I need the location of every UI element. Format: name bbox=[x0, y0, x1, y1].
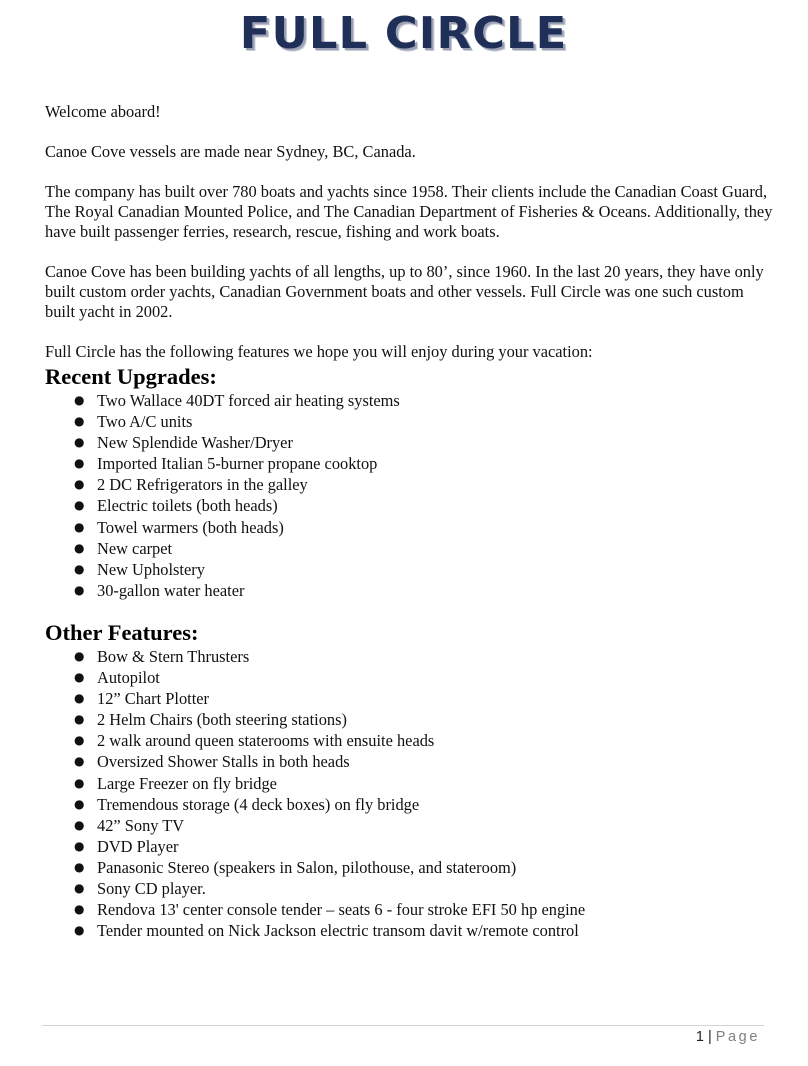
list-item bbox=[45, 646, 775, 667]
list-item bbox=[45, 411, 775, 432]
logo-text: FULL CIRCLE bbox=[240, 8, 568, 59]
bullet-icon: ● bbox=[74, 838, 85, 853]
list-item-text: 2 Helm Chairs (both steering stations) bbox=[97, 710, 347, 730]
recent-upgrades-heading: Recent Upgrades: bbox=[45, 364, 217, 389]
list-item-text: DVD Player bbox=[97, 836, 179, 856]
list-item bbox=[45, 815, 775, 836]
list-item-text: New Upholstery bbox=[97, 559, 205, 579]
list-item-text: New carpet bbox=[97, 538, 173, 558]
list-item-text: 12” Chart Plotter bbox=[97, 689, 209, 709]
bullet-icon: ● bbox=[74, 519, 85, 534]
list-item bbox=[45, 432, 775, 453]
list-item-text: Electric toilets (both heads) bbox=[97, 496, 278, 516]
bullet-icon: ● bbox=[74, 902, 85, 917]
bullet-icon: ● bbox=[74, 435, 85, 450]
list-item-text: Oversized Shower Stalls in both heads bbox=[97, 752, 350, 772]
list-item bbox=[45, 730, 775, 751]
list-item-text: Imported Italian 5-burner propane cooktop bbox=[97, 454, 378, 474]
bullet-icon: ● bbox=[74, 712, 85, 727]
page-number: 1 bbox=[695, 1029, 704, 1045]
document-body bbox=[45, 102, 775, 941]
list-item-text: Bow & Stern Thrusters bbox=[97, 646, 250, 666]
list-item-text: Towel warmers (both heads) bbox=[97, 517, 284, 537]
list-item-text: Tender mounted on Nick Jackson electric transom davit w/remote control bbox=[97, 921, 579, 941]
bullet-icon: ● bbox=[74, 456, 85, 471]
list-item bbox=[45, 474, 775, 495]
origin-paragraph: Canoe Cove vessels are made near Sydney, BC, Canada. bbox=[45, 142, 416, 161]
list-item-text: 30-gallon water heater bbox=[97, 580, 245, 600]
bullet-icon: ● bbox=[74, 477, 85, 492]
list-item-text: 42” Sony TV bbox=[97, 815, 185, 835]
other-features-heading: Other Features: bbox=[45, 619, 199, 645]
bullet-icon: ● bbox=[74, 880, 85, 895]
bullet-icon: ● bbox=[74, 733, 85, 748]
list-item-text: Large Freezer on fly bridge bbox=[97, 773, 277, 793]
bullet-icon: ● bbox=[74, 498, 85, 513]
bullet-icon: ● bbox=[74, 754, 85, 769]
list-item-text: Rendova 13' center console tender – seats 6 - four stroke EFI 50 hp engine bbox=[97, 900, 586, 920]
history-paragraph: Canoe Cove has been building yachts of all lengths, up to 80’, since 1960. In the last 20 years, they have only built custom order yachts, Canadian Government boats and other vessels. Full Circle was one such custom built yacht in 2002. bbox=[45, 262, 764, 321]
list-item bbox=[45, 709, 775, 730]
bullet-icon: ● bbox=[74, 923, 85, 938]
company-paragraph: The company has built over 780 boats and yachts since 1958. Their clients include the Canadian Coast Guard, The Royal Canadian Mounted Police, and The Canadian Department of Fisheries & Oceans. Additionally, they have built passenger ferries, research, rescue, fishing and work boats. bbox=[45, 182, 773, 241]
list-item bbox=[45, 538, 775, 559]
bullet-icon: ● bbox=[74, 393, 85, 407]
list-item-text: Tremendous storage (4 deck boxes) on fly bridge bbox=[97, 794, 420, 814]
other-features-list bbox=[45, 646, 775, 941]
list-item-text: 2 DC Refrigerators in the galley bbox=[97, 475, 308, 495]
list-item-text: Autopilot bbox=[97, 668, 160, 688]
list-item-text: New Splendide Washer/Dryer bbox=[97, 433, 293, 453]
bullet-icon: ● bbox=[74, 670, 85, 685]
bullet-icon: ● bbox=[74, 414, 85, 429]
list-item bbox=[45, 559, 775, 580]
recent-upgrades-list bbox=[45, 390, 775, 601]
list-item bbox=[45, 857, 775, 878]
list-item bbox=[45, 495, 775, 516]
page-footer bbox=[696, 1029, 760, 1045]
welcome-text: Welcome aboard! bbox=[45, 102, 161, 121]
list-item bbox=[45, 751, 775, 772]
list-item bbox=[45, 773, 775, 794]
list-item bbox=[45, 688, 775, 709]
bullet-icon: ● bbox=[74, 775, 85, 790]
list-item bbox=[45, 920, 775, 941]
footer-divider bbox=[42, 1025, 764, 1026]
list-item-text: Two Wallace 40DT forced air heating systems bbox=[97, 391, 400, 410]
bullet-icon: ● bbox=[74, 540, 85, 555]
bullet-icon: ● bbox=[74, 648, 85, 663]
list-item bbox=[45, 899, 775, 920]
list-item-text: Sony CD player. bbox=[97, 878, 206, 898]
bullet-icon: ● bbox=[74, 582, 85, 597]
logo bbox=[0, 6, 808, 62]
list-item bbox=[45, 390, 775, 411]
bullet-icon: ● bbox=[74, 817, 85, 832]
bullet-icon: ● bbox=[74, 796, 85, 811]
bullet-icon: ● bbox=[74, 561, 85, 576]
bullet-icon: ● bbox=[74, 859, 85, 874]
list-item bbox=[45, 517, 775, 538]
list-item bbox=[45, 836, 775, 857]
list-item bbox=[45, 794, 775, 815]
page-label: Page bbox=[715, 1029, 760, 1045]
list-item bbox=[45, 580, 775, 601]
list-item-text: 2 walk around queen staterooms with ensuite heads bbox=[97, 731, 435, 751]
list-item-text: Two A/C units bbox=[97, 412, 193, 432]
bullet-icon: ● bbox=[74, 691, 85, 706]
list-item bbox=[45, 667, 775, 688]
footer-separator: | bbox=[707, 1029, 712, 1045]
list-item-text: Panasonic Stereo (speakers in Salon, pilothouse, and stateroom) bbox=[97, 857, 517, 877]
list-item bbox=[45, 878, 775, 899]
features-lead-paragraph: Full Circle has the following features we hope you will enjoy during your vacation: bbox=[45, 342, 593, 361]
list-item bbox=[45, 453, 775, 474]
